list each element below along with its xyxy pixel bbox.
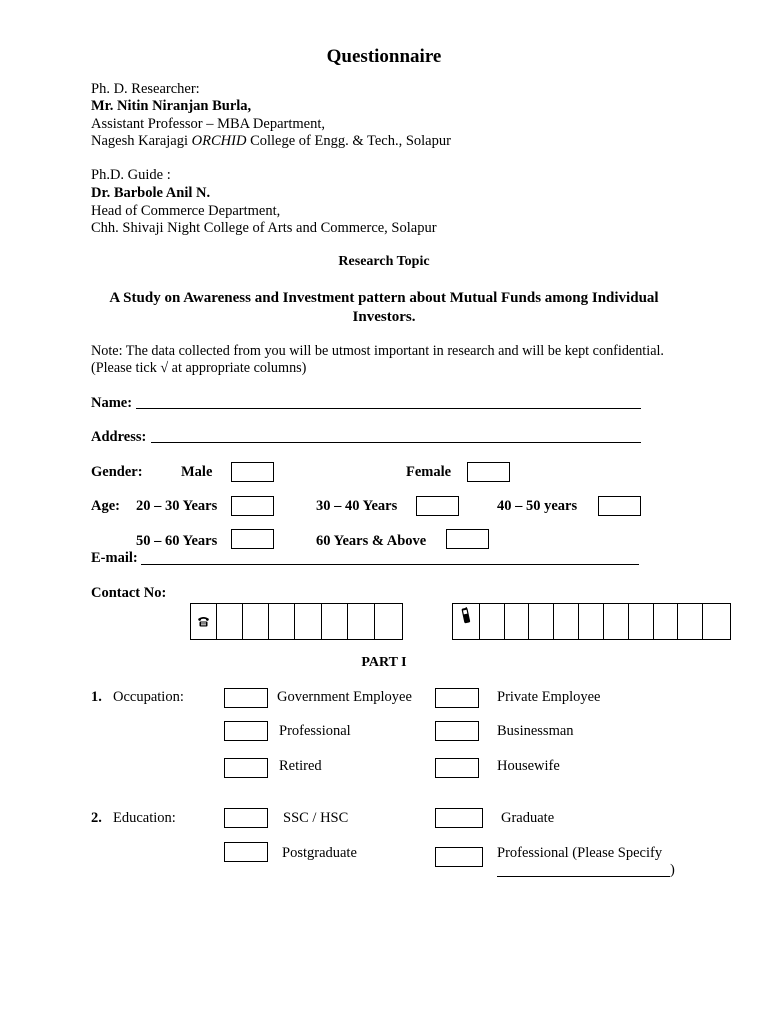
mobile-number-boxes[interactable]: [452, 603, 731, 640]
college-prefix: Nagesh Karajagi: [91, 133, 192, 149]
name-label: Name:: [91, 395, 133, 411]
age-20-30-checkbox[interactable]: [231, 496, 274, 516]
option-label: Businessman: [497, 723, 574, 739]
address-input-line[interactable]: [151, 442, 641, 443]
option-label: Government Employee: [277, 689, 412, 705]
name-input-line[interactable]: [136, 408, 641, 409]
note-line-2: (Please tick √ at appropriate columns): [91, 360, 307, 376]
digit-cell[interactable]: [678, 604, 703, 639]
age-option-label: 40 – 50 years: [497, 498, 578, 514]
age-60-above-checkbox[interactable]: [446, 529, 489, 549]
digit-cell[interactable]: [295, 604, 322, 639]
occupation-businessman-checkbox[interactable]: [435, 721, 479, 741]
education-label: Education:: [113, 810, 176, 826]
digit-cell[interactable]: [348, 604, 375, 639]
topic-line-1: A Study on Awareness and Investment pattern about Mutual Funds among Individual: [109, 290, 659, 306]
option-label: Retired: [279, 758, 322, 774]
occupation-professional-checkbox[interactable]: [224, 721, 268, 741]
gender-male-checkbox[interactable]: [231, 462, 274, 482]
digit-cell[interactable]: [243, 604, 269, 639]
email-input-line[interactable]: [141, 564, 639, 565]
option-label: Private Employee: [497, 689, 601, 705]
age-option-label: 60 Years & Above: [316, 533, 427, 549]
option-label: SSC / HSC: [283, 810, 349, 826]
option-label: Postgraduate: [282, 845, 357, 861]
age-option-label: 20 – 30 Years: [136, 498, 218, 514]
landline-number-boxes[interactable]: [190, 603, 403, 640]
digit-cell[interactable]: [505, 604, 530, 639]
digit-cell[interactable]: [480, 604, 505, 639]
gender-female-label: Female: [406, 464, 452, 480]
occupation-retired-checkbox[interactable]: [224, 758, 268, 778]
guide-name: Dr. Barbole Anil N.: [91, 185, 211, 201]
researcher-college: [91, 133, 451, 150]
address-label: Address:: [91, 429, 147, 445]
education-postgraduate-checkbox[interactable]: [224, 842, 268, 862]
occupation-label: Occupation:: [113, 689, 184, 705]
digit-cell[interactable]: [579, 604, 604, 639]
digit-cell[interactable]: [269, 604, 295, 639]
digit-cell[interactable]: [529, 604, 554, 639]
digit-cell[interactable]: [703, 604, 730, 639]
guide-label: Ph.D. Guide :: [91, 167, 171, 183]
education-graduate-checkbox[interactable]: [435, 808, 483, 828]
specify-close-paren: ): [670, 862, 675, 878]
digit-cell[interactable]: [654, 604, 679, 639]
college-italic: ORCHID: [191, 133, 247, 149]
college-suffix: College of Engg. & Tech., Solapur: [246, 133, 451, 149]
occupation-housewife-checkbox[interactable]: [435, 758, 479, 778]
telephone-icon: [191, 604, 217, 639]
occupation-government-checkbox[interactable]: [224, 688, 268, 708]
gender-label: Gender:: [91, 464, 143, 480]
researcher-designation: Assistant Professor – MBA Department,: [91, 116, 325, 132]
digit-cell[interactable]: [375, 604, 402, 639]
part-heading: PART I: [361, 655, 407, 670]
digit-cell[interactable]: [604, 604, 629, 639]
option-label: Graduate: [501, 810, 555, 826]
digit-cell[interactable]: [554, 604, 579, 639]
mobile-phone-icon: [453, 604, 480, 639]
research-topic-heading: Research Topic: [338, 254, 430, 269]
guide-college: Chh. Shivaji Night College of Arts and Commerce, Solapur: [91, 220, 437, 236]
guide-designation: Head of Commerce Department,: [91, 203, 281, 219]
note-line-1: Note: The data collected from you will be utmost important in research and will be kept confidential.: [91, 343, 664, 359]
researcher-label: Ph. D. Researcher:: [91, 81, 200, 97]
age-option-label: 30 – 40 Years: [316, 498, 398, 514]
digit-cell[interactable]: [217, 604, 243, 639]
question-number: 1.: [91, 689, 102, 705]
option-label: Professional (Please Specify: [497, 845, 663, 861]
gender-female-checkbox[interactable]: [467, 462, 510, 482]
age-label: Age:: [91, 498, 120, 514]
gender-male-label: Male: [181, 464, 213, 480]
age-option-label: 50 – 60 Years: [136, 533, 218, 549]
digit-cell[interactable]: [629, 604, 654, 639]
email-label: E-mail:: [91, 550, 138, 566]
age-40-50-checkbox[interactable]: [598, 496, 641, 516]
education-ssc-hsc-checkbox[interactable]: [224, 808, 268, 828]
topic-line-2: Investors.: [352, 309, 416, 325]
researcher-name: Mr. Nitin Niranjan Burla,: [91, 98, 252, 114]
page-title: Questionnaire: [326, 46, 442, 67]
contact-label: Contact No:: [91, 585, 167, 601]
age-30-40-checkbox[interactable]: [416, 496, 459, 516]
specify-input-line[interactable]: [497, 876, 670, 877]
education-professional-checkbox[interactable]: [435, 847, 483, 867]
question-number: 2.: [91, 810, 102, 826]
age-50-60-checkbox[interactable]: [231, 529, 274, 549]
occupation-private-checkbox[interactable]: [435, 688, 479, 708]
option-label: Professional: [279, 723, 351, 739]
digit-cell[interactable]: [322, 604, 348, 639]
option-label: Housewife: [497, 758, 560, 774]
